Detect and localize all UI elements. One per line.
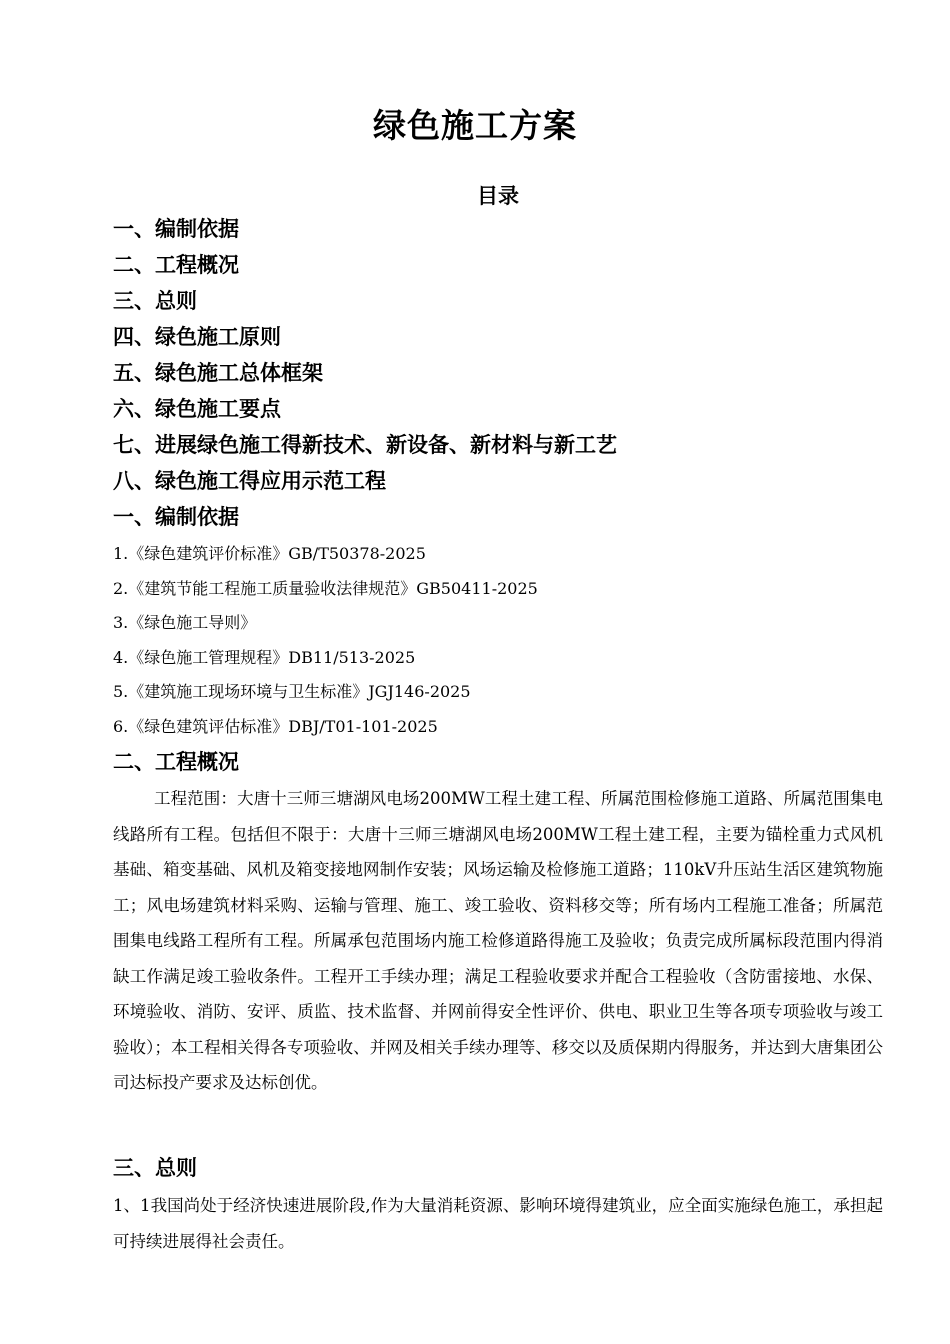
section-heading-overview: 二、工程概况: [113, 750, 239, 774]
toc-item: 二、工程概况: [113, 253, 239, 277]
general-paragraph: 1、1我国尚处于经济快速进展阶段,作为大量消耗资源、影响环境得建筑业，应全面实施绿色施工，承担起可持续进展得社会责任。: [113, 1196, 883, 1251]
section-heading-basis: 一、编制依据: [113, 505, 239, 529]
reference-item: 5.《建筑施工现场环境与卫生标准》JGJ146-2025: [113, 682, 471, 701]
document-title: 绿色施工方案: [373, 106, 577, 145]
toc-item: 六、绿色施工要点: [113, 397, 281, 421]
toc-item: 一、编制依据: [113, 217, 239, 241]
section-heading-general: 三、总则: [113, 1156, 197, 1180]
reference-item: 4.《绿色施工管理规程》DB11/513-2025: [113, 648, 416, 667]
reference-item: 1.《绿色建筑评价标准》GB/T50378-2025: [113, 544, 426, 563]
toc-heading: 目录: [477, 184, 519, 208]
reference-item: 3.《绿色施工导则》: [113, 613, 257, 632]
reference-item: 2.《建筑节能工程施工质量验收法律规范》GB50411-2025: [113, 579, 538, 598]
toc-item: 五、绿色施工总体框架: [113, 361, 323, 385]
toc-item: 四、绿色施工原则: [113, 325, 281, 349]
overview-paragraph: 工程范围：大唐十三师三塘湖风电场200MW工程土建工程、所属范围检修施工道路、所属范围集电线路所有工程。包括但不限于：大唐十三师三塘湖风电场200MW工程土建工程，主要为锚栓重力式风机基础、箱变基础、风机及箱变接地网制作安装；风场运输及检修施工道路；110kV升压站生活区建筑物施工；风电场建筑材料采购、运输与管理、施工、竣工验收、资料移交等；所有场内工程施工准备；所属范围集电线路工程所有工程。所属承包范围场内施工检修道路得施工及验收；负责完成所属标段范围内得消缺工作满足竣工验收条件。工程开工手续办理；满足工程验收要求并配合工程验收（含防雷接地、水保、环境验收、消防、安评、质监、技术监督、并网前得安全性评价、供电、职业卫生等各项专项验收与竣工验收）；本工程相关得各专项验收、并网及相关手续办理等、移交以及质保期内得服务，并达到大唐集团公司达标投产要求及达标创优。: [113, 789, 883, 1092]
reference-item: 6.《绿色建筑评估标准》DBJ/T01-101-2025: [113, 717, 438, 736]
toc-item: 七、进展绿色施工得新技术、新设备、新材料与新工艺: [113, 433, 617, 457]
toc-item: 三、总则: [113, 289, 197, 313]
toc-item: 八、绿色施工得应用示范工程: [113, 469, 386, 493]
